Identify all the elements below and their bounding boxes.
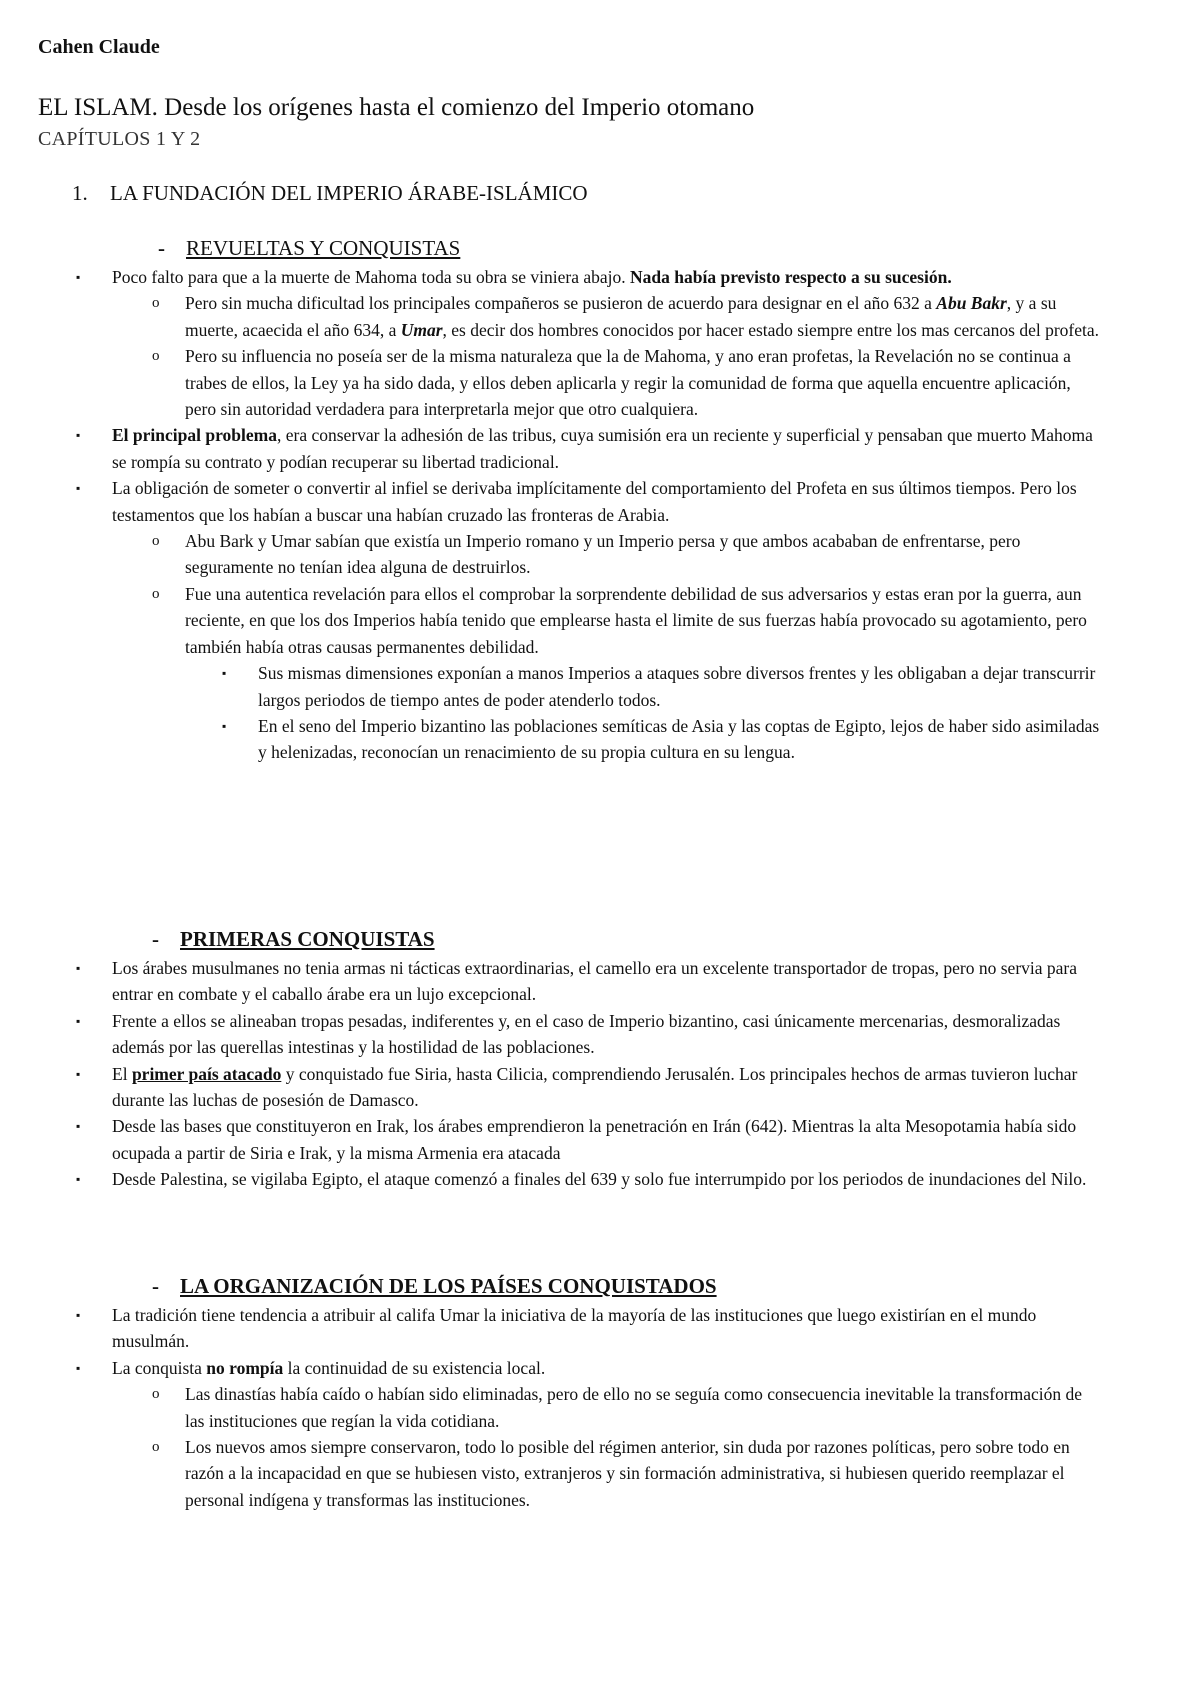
- section-title: LA FUNDACIÓN DEL IMPERIO ÁRABE-ISLÁMICO: [110, 181, 588, 205]
- list-item: o Fue una autentica revelación para ellos el comprobar la sorprendente debilidad de sus adversarios y estas eran por la guerra, aun reciente, en que los dos Imperios había tenido que emplearse hasta el limite de sus fuerzas había provocado su agotamiento, pero también había otras causas permanentes debilidad.: [0, 581, 1102, 660]
- document-title: EL ISLAM. Desde los orígenes hasta el comienzo del Imperio otomano: [38, 94, 755, 121]
- list-item: ▪ La obligación de someter o convertir al infiel se derivaba implícitamente del comportamiento del Profeta en sus últimos tiempos. Pero los testamentos que los habían a buscar una habían cruzado las fronteras de Arabia.: [0, 475, 1102, 528]
- list-item: ▪ Desde las bases que constituyeron en Irak, los árabes emprendieron la penetración en Irán (642). Mientras la alta Mesopotamia había sido ocupada a partir de Siria e Irak, y la misma Armenia era atacada: [0, 1113, 1102, 1166]
- circle-bullet-icon: o: [152, 1439, 160, 1456]
- subheading-title: PRIMERAS CONQUISTAS: [180, 927, 435, 951]
- list-item: o Pero su influencia no poseía ser de la misma naturaleza que la de Mahoma, y ano eran profetas, la Revelación no se continua a trabes de ellos, la Ley ya ha sido dada, y ellos deben aplicarla y regir la comunidad de forma que aquella encuentre aplicación, pero sin autoridad verdadera para interpretarla mejor que otro cualquiera.: [0, 343, 1102, 422]
- square-bullet-icon: ▪: [222, 718, 227, 733]
- circle-bullet-icon: o: [152, 348, 160, 365]
- list-item: ▪ Los árabes musulmanes no tenia armas ni tácticas extraordinarias, el camello era un excelente transportador de tropas, pero no servia para entrar en combate y el caballo árabe era un lujo excepcional.: [0, 955, 1102, 1008]
- list-item: ▪ Poco falto para que a la muerte de Mahoma toda su obra se viniera abajo. Nada había previsto respecto a su sucesión.: [0, 264, 1102, 290]
- dash-marker: -: [152, 927, 159, 951]
- list-item: o Las dinastías había caído o habían sido eliminadas, pero de ello no se seguía como consecuencia inevitable la transformación de las instituciones que regían la vida cotidiana.: [0, 1381, 1102, 1434]
- subheading-title: REVUELTAS Y CONQUISTAS: [186, 236, 461, 260]
- square-bullet-icon: ▪: [76, 1066, 81, 1081]
- square-bullet-icon: ▪: [76, 481, 81, 496]
- square-bullet-icon: ▪: [76, 1172, 81, 1187]
- subheading-title: LA ORGANIZACIÓN DE LOS PAÍSES CONQUISTADOS: [180, 1274, 717, 1298]
- author-name: Cahen Claude: [38, 36, 160, 58]
- circle-bullet-icon: o: [152, 295, 160, 312]
- list-item: ▪ La conquista no rompía la continuidad de su existencia local.: [0, 1355, 1102, 1381]
- square-bullet-icon: ▪: [76, 1119, 81, 1134]
- list-revueltas: [0, 264, 1102, 766]
- section-heading: [72, 181, 588, 206]
- circle-bullet-icon: o: [152, 585, 160, 602]
- list-item: o Los nuevos amos siempre conservaron, todo lo posible del régimen anterior, sin duda por razones políticas, pero sobre todo en razón a la incapacidad en que se hubiesen visto, extranjeros y sin formación administrativa, si hubiesen querido reemplazar el personal indígena y transformas las instituciones.: [0, 1434, 1102, 1513]
- circle-bullet-icon: o: [152, 1386, 160, 1403]
- list-item: ▪ El principal problema, era conservar la adhesión de las tribus, cuya sumisión era un reciente y superficial y pensaban que muerto Mahoma se rompía su contrato y podían recuperar su libertad tradicional.: [0, 422, 1102, 475]
- dash-marker: -: [152, 1274, 159, 1298]
- list-item: ▪ El primer país atacado y conquistado fue Siria, hasta Cilicia, comprendiendo Jerusalén. Los principales hechos de armas tuvieron luchar durante las luchas de posesión de Damasco.: [0, 1061, 1102, 1114]
- subheading-primeras: [152, 927, 435, 952]
- list-item: o Abu Bark y Umar sabían que existía un Imperio romano y un Imperio persa y que ambos acababan de enfrentarse, pero seguramente no tenían idea alguna de destruirlos.: [0, 528, 1102, 581]
- list-item: ▪ Desde Palestina, se vigilaba Egipto, el ataque comenzó a finales del 639 y solo fue interrumpido por los periodos de inundaciones del Nilo.: [0, 1166, 1102, 1192]
- square-bullet-icon: ▪: [76, 1013, 81, 1028]
- square-bullet-icon: ▪: [76, 961, 81, 975]
- document-subtitle: CAPÍTULOS 1 Y 2: [38, 128, 201, 150]
- square-bullet-icon: ▪: [76, 428, 81, 443]
- square-bullet-icon: ▪: [76, 1308, 81, 1322]
- list-primeras: [0, 955, 1102, 1193]
- list-item: ▪ En el seno del Imperio bizantino las poblaciones semíticas de Asia y las coptas de Egipto, lejos de haber sido asimiladas y helenizadas, reconocían un renacimiento de su propia cultura en su lengua.: [0, 713, 1102, 766]
- list-item: ▪ La tradición tiene tendencia a atribuir al califa Umar la iniciativa de la mayoría de las instituciones que luego existirían en el mundo musulmán.: [0, 1302, 1102, 1355]
- dash-marker: -: [158, 236, 165, 260]
- square-bullet-icon: ▪: [76, 270, 81, 284]
- subheading-revueltas: [158, 236, 460, 261]
- list-organizacion: [0, 1302, 1102, 1513]
- subheading-organizacion: [152, 1274, 717, 1299]
- list-item: o Pero sin mucha dificultad los principales compañeros se pusieron de acuerdo para designar en el año 632 a Abu Bakr, y a su muerte, acaecida el año 634, a Umar, es decir dos hombres conocidos por hacer estado siempre entre los mas cercanos del profeta.: [0, 290, 1102, 343]
- list-item: ▪ Frente a ellos se alineaban tropas pesadas, indiferentes y, en el caso de Imperio bizantino, casi únicamente mercenarias, desmoralizadas además por las querellas intestinas y la hostilidad de las poblaciones.: [0, 1008, 1102, 1061]
- square-bullet-icon: ▪: [222, 666, 227, 681]
- square-bullet-icon: ▪: [76, 1360, 81, 1375]
- section-number: 1.: [72, 181, 88, 205]
- circle-bullet-icon: o: [152, 533, 160, 550]
- list-item: ▪ Sus mismas dimensiones exponían a manos Imperios a ataques sobre diversos frentes y les obligaban a dejar transcurrir largos periodos de tiempo antes de poder atenderlo todos.: [0, 660, 1102, 713]
